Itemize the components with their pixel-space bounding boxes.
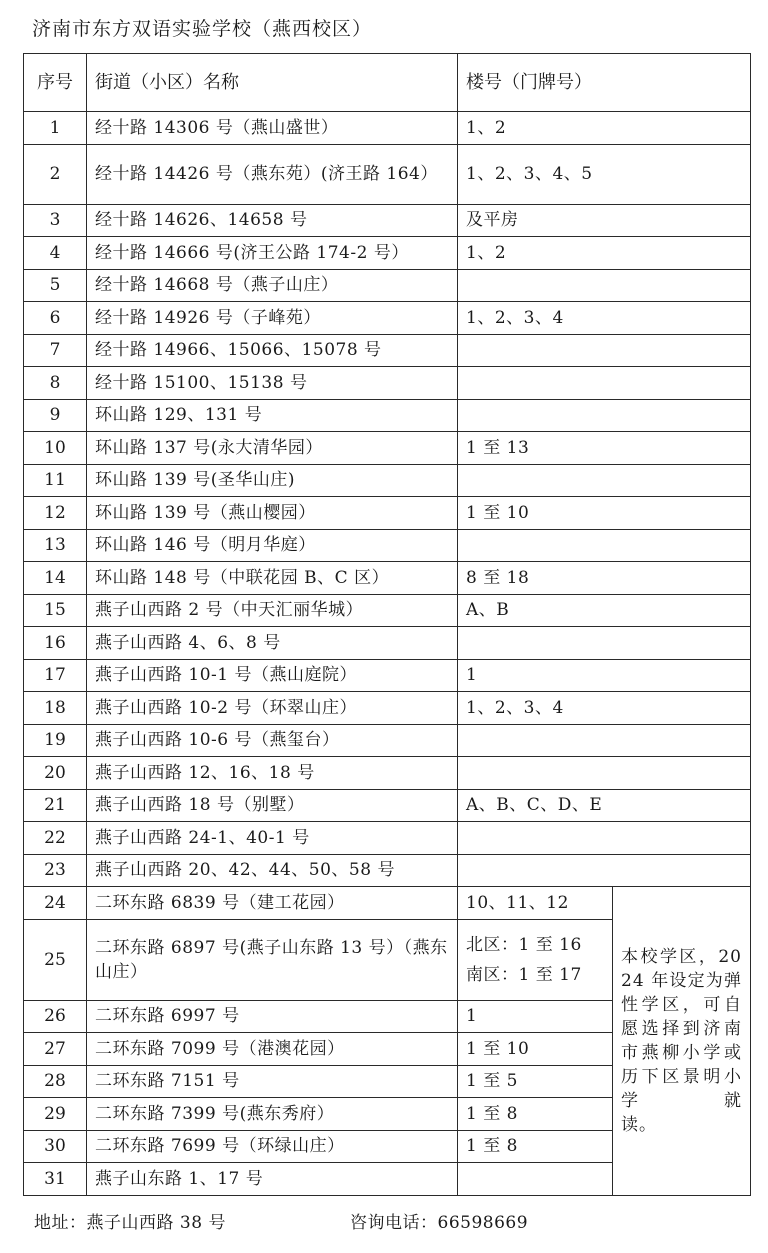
building-number-cell	[458, 269, 751, 302]
row-number: 13	[24, 529, 87, 562]
building-number-cell	[458, 757, 751, 790]
row-number: 3	[24, 204, 87, 237]
building-number-cell	[458, 854, 751, 887]
table-row	[24, 887, 751, 920]
row-number: 20	[24, 757, 87, 790]
building-number-cell	[458, 724, 751, 757]
table-row	[24, 724, 751, 757]
street-name-cell: 经十路 14926 号（子峰苑）	[87, 302, 458, 335]
table-row	[24, 757, 751, 790]
building-number-cell: 1 至 10	[458, 497, 751, 530]
building-number-cell	[458, 464, 751, 497]
note-text-end: 读。	[621, 1114, 657, 1135]
building-number-cell: 1 至 8	[458, 1098, 613, 1131]
building-number-cell: 1、2	[458, 237, 751, 270]
building-number-cell: 1 至 5	[458, 1065, 613, 1098]
row-number: 29	[24, 1098, 87, 1131]
street-name-cell: 环山路 139 号（燕山樱园）	[87, 497, 458, 530]
row-number: 22	[24, 822, 87, 855]
table-row	[24, 302, 751, 335]
row-number: 30	[24, 1130, 87, 1163]
building-number-cell: 1、2、3、4	[458, 692, 751, 725]
footer-address: 地址：燕子山西路 38 号	[34, 1213, 226, 1233]
row-number: 24	[24, 887, 87, 920]
building-number-cell: 及平房	[458, 204, 751, 237]
building-number-cell: 10、11、12	[458, 887, 613, 920]
header-building: 楼号（门牌号）	[458, 54, 751, 112]
table-row	[24, 497, 751, 530]
street-name-cell: 经十路 14626、14658 号	[87, 204, 458, 237]
street-name-cell: 燕子山东路 1、17 号	[87, 1163, 458, 1196]
street-name-cell: 环山路 137 号(永大清华园）	[87, 432, 458, 465]
row-number: 28	[24, 1065, 87, 1098]
table-row	[24, 692, 751, 725]
table-row	[24, 432, 751, 465]
building-north-zone: 北区：1 至 16	[466, 934, 582, 955]
street-name-cell: 环山路 146 号（明月华庭）	[87, 529, 458, 562]
row-number: 17	[24, 659, 87, 692]
row-number: 26	[24, 1000, 87, 1033]
row-number: 21	[24, 789, 87, 822]
building-number-cell	[458, 399, 751, 432]
table-row	[24, 269, 751, 302]
building-number-cell	[458, 822, 751, 855]
street-name-cell: 经十路 14306 号（燕山盛世）	[87, 112, 458, 145]
note-text: 本校学区，2024 年设定为弹性学区，可自愿选择到济南市燕柳小学或历下区景明小学就	[621, 946, 742, 1111]
building-number-cell: 1	[458, 659, 751, 692]
building-number-cell: 1 至 8	[458, 1130, 613, 1163]
table-row	[24, 822, 751, 855]
building-number-cell: 1、2、3、4、5	[458, 144, 751, 204]
table-row	[24, 237, 751, 270]
street-name-cell: 环山路 129、131 号	[87, 399, 458, 432]
row-number: 31	[24, 1163, 87, 1196]
row-number: 18	[24, 692, 87, 725]
school-district-table	[23, 53, 751, 1196]
row-number: 14	[24, 562, 87, 595]
building-number-cell: 1、2、3、4	[458, 302, 751, 335]
street-name-cell: 燕子山西路 10-2 号（环翠山庄）	[87, 692, 458, 725]
table-row	[24, 464, 751, 497]
building-number-cell: 1、2	[458, 112, 751, 145]
flexible-district-note	[613, 887, 751, 1196]
street-name-cell: 环山路 148 号（中联花园 B、C 区）	[87, 562, 458, 595]
building-number-cell: 1	[458, 1000, 613, 1033]
row-number: 15	[24, 594, 87, 627]
building-number-cell	[458, 334, 751, 367]
table-row	[24, 627, 751, 660]
building-number-cell	[458, 1163, 613, 1196]
street-name-cell: 二环东路 6897 号(燕子山东路 13 号）（燕东山庄）	[87, 919, 458, 1000]
street-name-cell: 环山路 139 号(圣华山庄)	[87, 464, 458, 497]
street-name-cell: 经十路 14966、15066、15078 号	[87, 334, 458, 367]
street-name-cell: 二环东路 6997 号	[87, 1000, 458, 1033]
building-south-zone: 南区：1 至 17	[466, 964, 582, 985]
street-name-cell: 二环东路 7151 号	[87, 1065, 458, 1098]
table-row	[24, 367, 751, 400]
building-number-cell: A、B	[458, 594, 751, 627]
street-name-cell: 二环东路 7099 号（港澳花园）	[87, 1033, 458, 1066]
table-row	[24, 854, 751, 887]
building-number-cell: A、B、C、D、E	[458, 789, 751, 822]
row-number: 16	[24, 627, 87, 660]
street-name-cell: 燕子山西路 4、6、8 号	[87, 627, 458, 660]
row-number: 5	[24, 269, 87, 302]
document-title: 济南市东方双语实验学校（燕西校区）	[32, 18, 373, 40]
street-name-cell: 经十路 15100、15138 号	[87, 367, 458, 400]
street-name-cell: 经十路 14666 号(济王公路 174-2 号）	[87, 237, 458, 270]
building-number-cell	[458, 919, 613, 1000]
table-row	[24, 112, 751, 145]
street-name-cell: 二环东路 7699 号（环绿山庄）	[87, 1130, 458, 1163]
street-name-cell: 二环东路 7399 号(燕东秀府）	[87, 1098, 458, 1131]
building-number-cell: 1 至 10	[458, 1033, 613, 1066]
table-row	[24, 594, 751, 627]
header-street: 街道（小区）名称	[87, 54, 458, 112]
row-number: 19	[24, 724, 87, 757]
table-row	[24, 334, 751, 367]
street-name-cell: 燕子山西路 2 号（中天汇丽华城）	[87, 594, 458, 627]
street-name-cell: 经十路 14426 号（燕东苑）(济王路 164）	[87, 144, 458, 204]
row-number: 4	[24, 237, 87, 270]
row-number: 2	[24, 144, 87, 204]
table-row	[24, 399, 751, 432]
row-number: 8	[24, 367, 87, 400]
row-number: 9	[24, 399, 87, 432]
row-number: 10	[24, 432, 87, 465]
street-name-cell: 燕子山西路 18 号（别墅）	[87, 789, 458, 822]
street-name-cell: 燕子山西路 10-1 号（燕山庭院）	[87, 659, 458, 692]
street-name-cell: 燕子山西路 24-1、40-1 号	[87, 822, 458, 855]
header-num: 序号	[24, 54, 87, 112]
street-name-cell: 经十路 14668 号（燕子山庄）	[87, 269, 458, 302]
street-name-cell: 燕子山西路 20、42、44、50、58 号	[87, 854, 458, 887]
building-number-cell: 1 至 13	[458, 432, 751, 465]
row-number: 11	[24, 464, 87, 497]
footer-phone: 咨询电话：66598669	[350, 1213, 529, 1233]
row-number: 23	[24, 854, 87, 887]
street-name-cell: 二环东路 6839 号（建工花园）	[87, 887, 458, 920]
street-name-cell: 燕子山西路 10-6 号（燕玺台）	[87, 724, 458, 757]
row-number: 6	[24, 302, 87, 335]
table-header-row	[24, 54, 751, 112]
row-number: 25	[24, 919, 87, 1000]
table-row	[24, 144, 751, 204]
building-number-cell	[458, 627, 751, 660]
row-number: 12	[24, 497, 87, 530]
street-name-cell: 燕子山西路 12、16、18 号	[87, 757, 458, 790]
building-number-cell	[458, 529, 751, 562]
table-row	[24, 562, 751, 595]
building-number-cell: 8 至 18	[458, 562, 751, 595]
row-number: 27	[24, 1033, 87, 1066]
table-row	[24, 529, 751, 562]
row-number: 1	[24, 112, 87, 145]
row-number: 7	[24, 334, 87, 367]
table-row	[24, 204, 751, 237]
building-number-cell	[458, 367, 751, 400]
table-row	[24, 789, 751, 822]
table-row	[24, 659, 751, 692]
